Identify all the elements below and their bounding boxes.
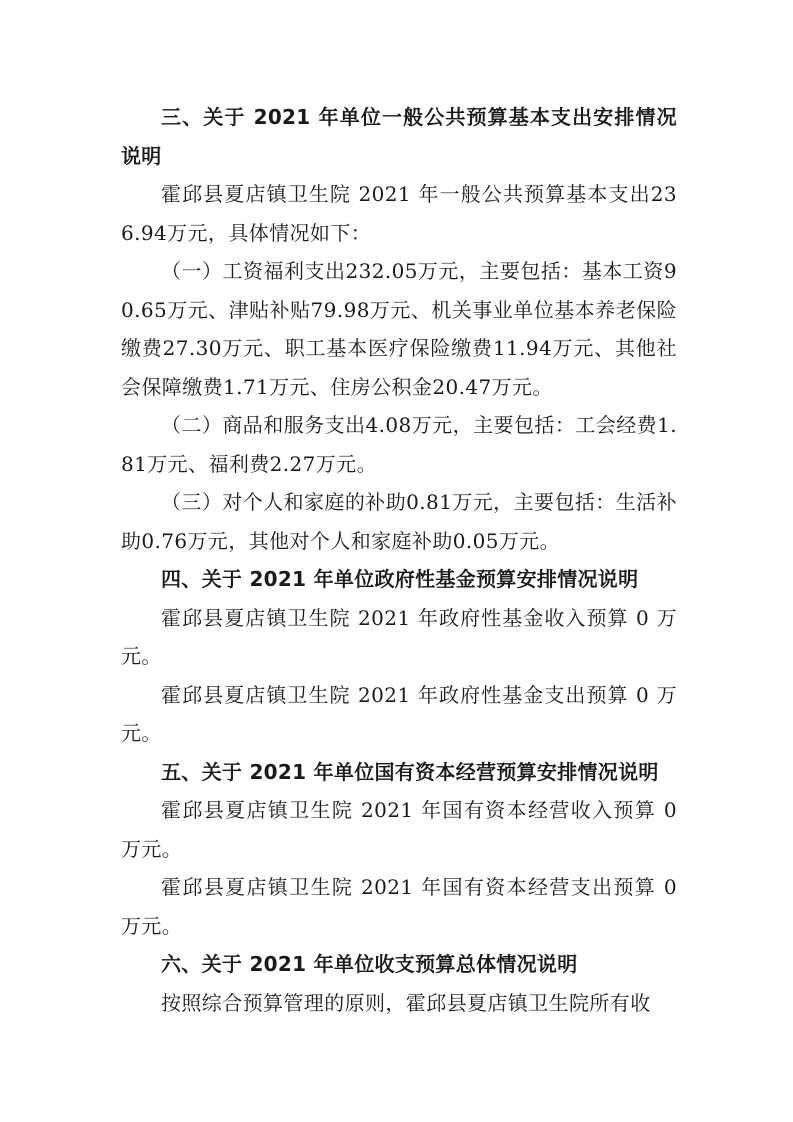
paragraph-goods-services: （二）商品和服务支出4.08万元，主要包括：工会经费1.81万元、福利费2.27万元。 [121,413,677,476]
section-heading-5: 五、关于 2021 年单位国有资本经营预算安排情况说明 [161,759,659,784]
paragraph-basic-expenditure-total: 霍邱县夏店镇卫生院 2021 年一般公共预算基本支出236.94万元，具体情况如下： [121,182,677,245]
paragraph-gov-fund-expenditure: 霍邱县夏店镇卫生院 2021 年政府性基金支出预算 0 万元。 [121,682,677,745]
paragraph-household-subsidy: （三）对个人和家庭的补助0.81万元，主要包括：生活补助0.76万元，其他对个人和家庭补助0.05万元。 [121,490,677,553]
section-heading-6: 六、关于 2021 年单位收支预算总体情况说明 [161,952,578,976]
paragraph-overall-budget: 按照综合预算管理的原则，霍邱县夏店镇卫生院所有收 [161,990,651,1015]
section-heading-3: 三、关于 2021 年单位一般公共预算基本支出安排情况说明 [121,105,677,168]
paragraph-gov-fund-income: 霍邱县夏店镇卫生院 2021 年政府性基金收入预算 0 万元。 [121,605,677,668]
section-heading-4: 四、关于 2021 年单位政府性基金预算安排情况说明 [161,567,639,591]
document-page [121,98,677,1022]
paragraph-state-capital-income: 霍邱县夏店镇卫生院 2021 年国有资本经营收入预算 0 万元。 [121,798,677,861]
paragraph-state-capital-expenditure: 霍邱县夏店镇卫生院 2021 年国有资本经营支出预算 0 万元。 [121,875,677,938]
paragraph-salary-welfare: （一）工资福利支出232.05万元，主要包括：基本工资90.65万元、津贴补贴79.98万元、机关事业单位基本养老保险缴费27.30万元、职工基本医疗保险缴费11.94万元、其他社会保障缴费1.71万元、住房公积金20.47万元。 [121,259,677,399]
